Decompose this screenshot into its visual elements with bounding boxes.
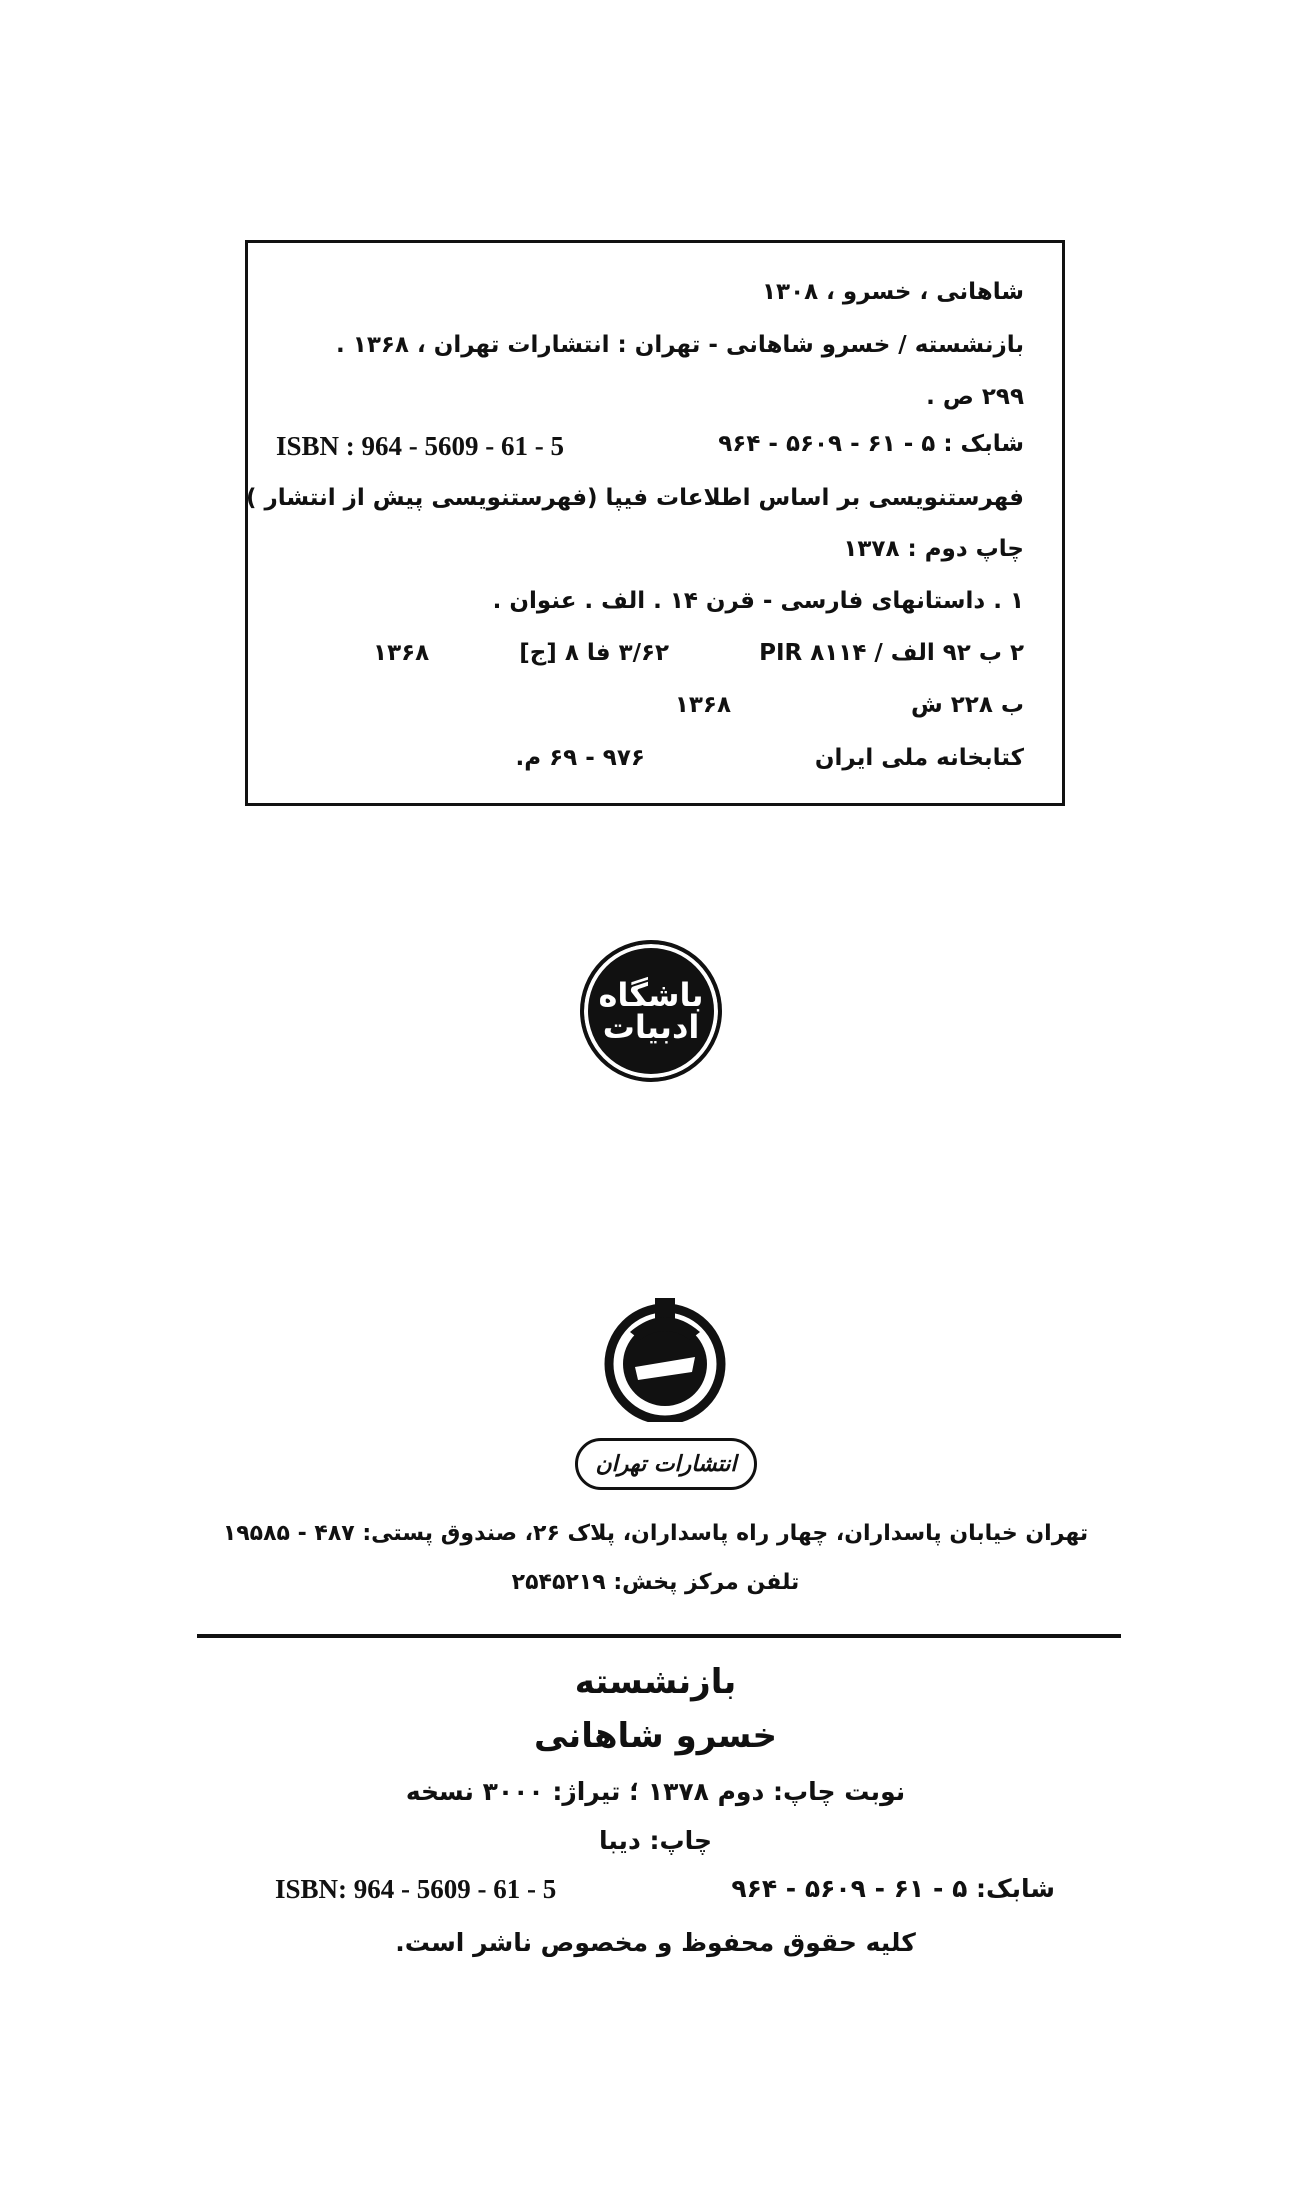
class-2: ۳/۶۲ فا ۸ [ج] [519, 640, 670, 666]
catalog-isbn [276, 431, 1024, 462]
class-1: ۲ ب ۹۲ الف / PIR ۸۱۱۴ [759, 640, 1024, 666]
publisher-label [575, 1438, 757, 1490]
printer-info: چاپ: دیبا [598, 1826, 713, 1855]
catalog-call-number [276, 692, 1024, 718]
book-title: بازنشسته [574, 1662, 737, 1702]
library-number: ۹۷۶ - ۶۹ م. [515, 745, 645, 771]
publisher-emblem-icon [600, 1292, 730, 1422]
catalog-cip-note: فهرستنویسی بر اساس اطلاعات فیپا (فهرستنویسی پیش از انتشار ) [245, 485, 1024, 511]
book-isbn-en: ISBN: 964 - 5609 - 61 - 5 [275, 1874, 557, 1904]
isbn-en: ISBN : 964 - 5609 - 61 - 5 [276, 431, 564, 461]
publisher-address: تهران خیابان پاسداران، چهار راه پاسداران، پلاک ۲۶، صندوق پستی: ۴۸۷ - ۱۹۵۸۵ [222, 1521, 1089, 1546]
class-3: ۱۳۶۸ [373, 640, 430, 666]
catalog-pages: ۲۹۹ ص . [926, 384, 1024, 410]
call-1: ب ۲۲۸ ش [911, 692, 1024, 718]
seal-text-bottom: ادبیات [602, 1008, 700, 1046]
catalog-title: بازنشسته / خسرو شاهانی - تهران : انتشارات تهران ، ۱۳۶۸ . [336, 332, 1024, 358]
catalog-library [276, 745, 1024, 771]
seal-text-top: باشگاه [598, 976, 704, 1014]
club-seal-logo [580, 940, 722, 1082]
book-isbn-fa: شابک: ۵ - ۶۱ - ۵۶۰۹ - ۹۶۴ [731, 1874, 1055, 1903]
printing-info: نوبت چاپ: دوم ۱۳۷۸ ؛ تیراژ: ۳۰۰۰ نسخه [405, 1777, 906, 1806]
publisher-logo [600, 1292, 730, 1422]
isbn-fa: شابک : ۵ - ۶۱ - ۵۶۰۹ - ۹۶۴ [718, 431, 1024, 457]
library-name: کتابخانه ملی ایران [814, 745, 1024, 771]
rights-notice: کلیه حقوق محفوظ و مخصوص ناشر است. [395, 1928, 916, 1957]
book-isbn [275, 1874, 1055, 1905]
call-2: ۱۳۶۸ [674, 692, 731, 718]
divider [197, 1634, 1121, 1638]
catalog-subject: ۱ . داستانهای فارسی - قرن ۱۴ . الف . عنوان . [492, 588, 1024, 614]
catalog-author: شاهانی ، خسرو ، ۱۳۰۸ [762, 279, 1024, 305]
catalog-classification [276, 640, 1024, 666]
publisher-label-text: انتشارات تهران [595, 1451, 737, 1477]
catalog-card [245, 240, 1065, 806]
distribution-phone: تلفن مرکز پخش: ۲۵۴۵۲۱۹ [511, 1570, 800, 1595]
book-author: خسرو شاهانی [534, 1716, 777, 1756]
catalog-edition: چاپ دوم : ۱۳۷۸ [843, 536, 1024, 562]
